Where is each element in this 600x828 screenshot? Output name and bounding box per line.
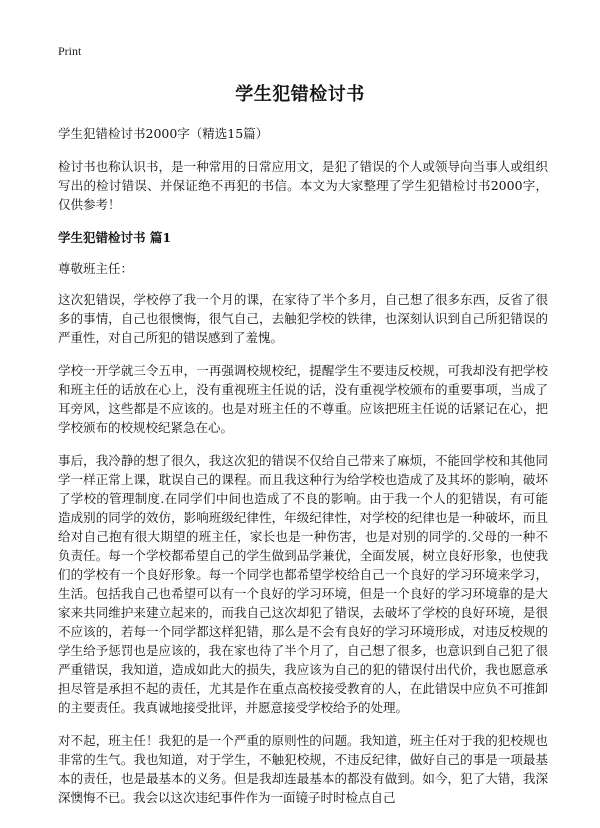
- section-heading: 学生犯错检讨书 篇1: [58, 230, 172, 245]
- body-paragraph: 事后，我冷静的想了很久，我这次犯的错误不仅给自己带来了麻烦，不能回学校和其他同学一样正常上课，耽误自己的课程。而且我这种行为给学校也造成了及其坏的影响，破坏了学校的管理制度.在同学们中间也造成了不良的影响。由于我一个人的犯错误，有可能造成别的同学的效仿，影响班级纪律性，年级纪律性，对学校的纪律也是一种破坏，而且给对自己抱有很大期望的班主任，家长也是一种伤害，也是对别的同学的.父母的一种不负责任。每一个学校都希望自己的学生做到品学兼优，全面发展，树立良好形象，也使我们的学校有一个良好形象。每一个同学也都希望学校给自己一个良好的学习环境来学习，生活。包括我自己也希望可以有一个良好的学习环境，但是一个良好的学习环境靠的是大家来共同维护来建立起来的，而我自己这次却犯了错误，去破坏了学校的良好环境，是很不应该的，若每一个同学都这样犯错，那么是不会有良好的学习环境形成，对违反校规的学生给予惩罚也是应该的，我在家也待了半个月了，自己想了很多，也意识到自己犯了很严重错误，我知道，造成如此大的损失，我应该为自己的犯的错误付出代价，我也愿意承担尽管是承担不起的责任，尤其是作在重点高校接受教育的人，在此错误中应负不可推卸的主要责任。我真诚地接受批评，并愿意接受学校给予的处理。: [58, 453, 548, 715]
- body-paragraph: 学校一开学就三令五申，一再强调校规校纪，提醒学生不要违反校规，可我却没有把学校和班主任的话放在心上，没有重视班主任说的话，没有重视学校颁布的重要事项，当成了耳旁风，这些都是不应该的。也是对班主任的不尊重。应该把班主任说的话紧记在心，把学校颁布的校规校纪紧急在心。: [58, 363, 548, 435]
- body-paragraph: 这次犯错误，学校停了我一个月的课，在家待了半个多月，自己想了很多东西，反省了很多的事情，自己也很懊悔，很气自己，去触犯学校的铁律，也深刻认识到自己所犯错误的严重性，对自己所犯的错误感到了羞愧。: [58, 292, 548, 345]
- document-body: [58, 124, 548, 821]
- intro-paragraph: 检讨书也称认识书，是一种常用的日常应用文，是犯了错误的个人或领导向当事人或组织写出的检讨错误、并保证绝不再犯的书信。本文为大家整理了学生犯错检讨书2000字，仅供参考！: [58, 159, 548, 212]
- salutation: 尊敬班主任：: [58, 261, 134, 276]
- body-paragraph: 对不起，班主任！我犯的是一个严重的原则性的问题。我知道，班主任对于我的犯校规也非常的生气。我也知道，对于学生，不触犯校规，不违反纪律，做好自己的事是一项最基本的责任，也是最基本的义务。但是我却连最基本的都没有做到。如今，犯了大错，我深深懊悔不已。我会以这次违纪事件作为一面镜子时时检点自己: [58, 733, 548, 805]
- document-subtitle: 学生犯错检讨书2000字（精选15篇）: [58, 126, 269, 141]
- print-link[interactable]: Print: [58, 44, 82, 58]
- document-title: 学生犯错检讨书: [235, 84, 365, 105]
